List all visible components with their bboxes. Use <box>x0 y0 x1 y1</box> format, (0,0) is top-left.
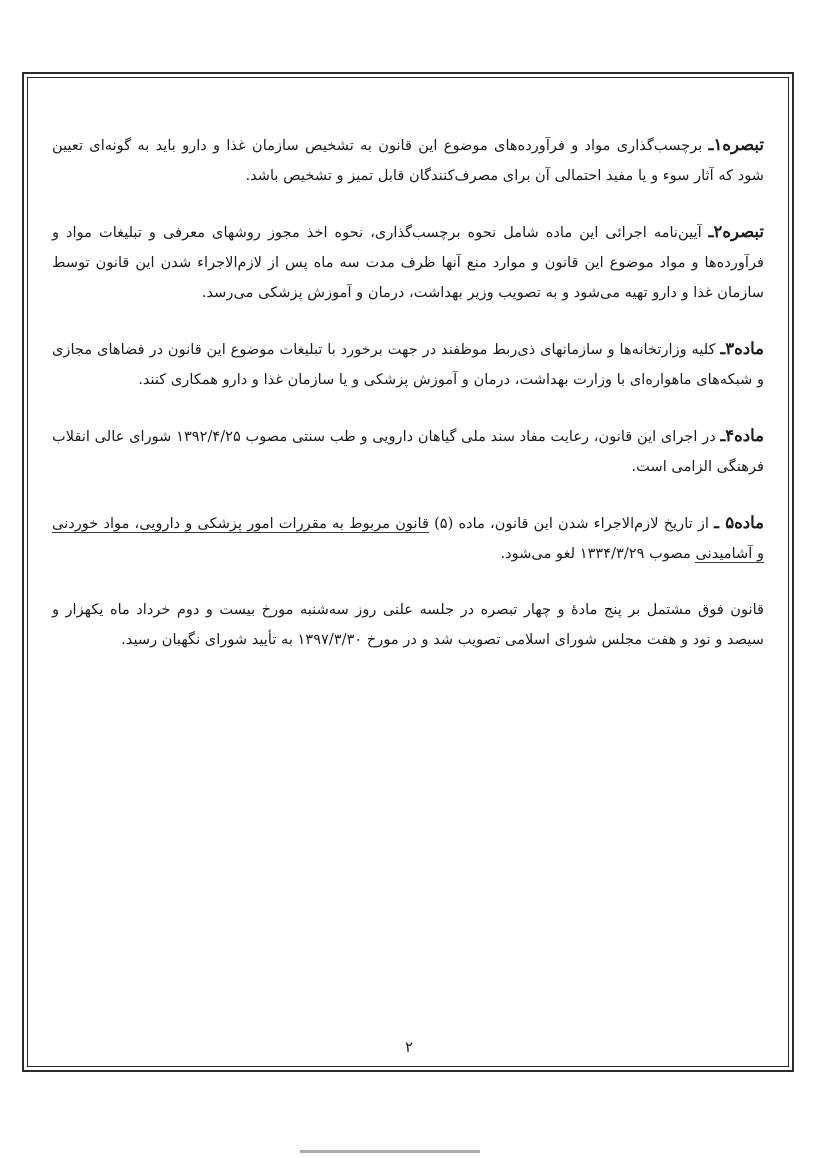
scan-artifact-line <box>300 1150 480 1153</box>
document-body <box>52 130 764 655</box>
note-1 <box>52 130 764 191</box>
article-4 <box>52 421 764 482</box>
article-4-heading: ماده۴ـ <box>720 426 765 445</box>
article-3-text: کلیه وزارتخانه‌ها و سازمانهای ذی‌ربط موظفند در جهت برخورد با تبلیغات موضوع این قانون در فضاهای مجازی و شبکه‌های ماهواره‌ای با وزارت بهداشت، درمان و آموزش پزشکی و یا سازمان غذا و دارو همکاری کنند. <box>52 341 764 388</box>
article-4-text: در اجرای این قانون، رعایت مفاد سند ملی گیاهان دارویی و طب سنتی مصوب ۱۳۹۲/۴/۲۵ شورای عالی انقلاب فرهنگی الزامی است. <box>52 428 764 475</box>
note-1-text: برچسب‌گذاری مواد و فرآورده‌های موضوع این قانون به تشخیص سازمان غذا و دارو باید به گونه‌ای تعیین شود که آثار سوء و یا مفید احتمالی آن برای مصرف‌کنندگان قابل تمیز و تشخیص باشد. <box>52 137 764 184</box>
note-1-heading: تبصره۱ـ <box>708 135 764 154</box>
article-5-text-after: مصوب ۱۳۳۴/۳/۲۹ لغو می‌شود. <box>500 545 696 562</box>
article-5-heading: ماده۵ ـ <box>714 513 764 532</box>
page-number: ۲ <box>404 1038 414 1056</box>
closing-statement: قانون فوق مشتمل بر پنج مادۀ و چهار تبصره در جلسه علنی روز سه‌شنبه مورخ بیست و دوم خرداد ماه یکهزار و سیصد و نود و هفت مجلس شورای اسلامی تصویب شد و در مورخ ۱۳۹۷/۳/۳۰ به تأیید شورای نگهبان رسید. <box>52 601 764 648</box>
article-3-heading: ماده۳ـ <box>720 339 764 358</box>
note-2 <box>52 217 764 308</box>
note-2-heading: تبصره۲ـ <box>708 222 764 241</box>
note-2-text: آیین‌نامه اجرائی این ماده شامل نحوه برچسب‌گذاری، نحوه اخذ مجوز روشهای معرفی و تبلیغات مواد و فرآورده‌ها و مواد موضوع این قانون و موارد منع آنها ظرف مدت سه ماه پس از لازم‌الاجراء شدن این قانون توسط سازمان غذا و دارو تهیه می‌شود و به تصویب وزیر بهداشت، درمان و آموزش پزشکی می‌رسد. <box>52 224 764 301</box>
article-5-underlined-law-title: قانون مربوط به مقررات امور پزشکی و دارویی، مواد خوردنی و آشامیدنی <box>52 515 764 562</box>
article-5 <box>52 508 764 569</box>
article-5-text-before: از تاریخ لازم‌الاجراء شدن این قانون، ماده (۵) <box>428 515 715 532</box>
article-3 <box>52 334 764 395</box>
